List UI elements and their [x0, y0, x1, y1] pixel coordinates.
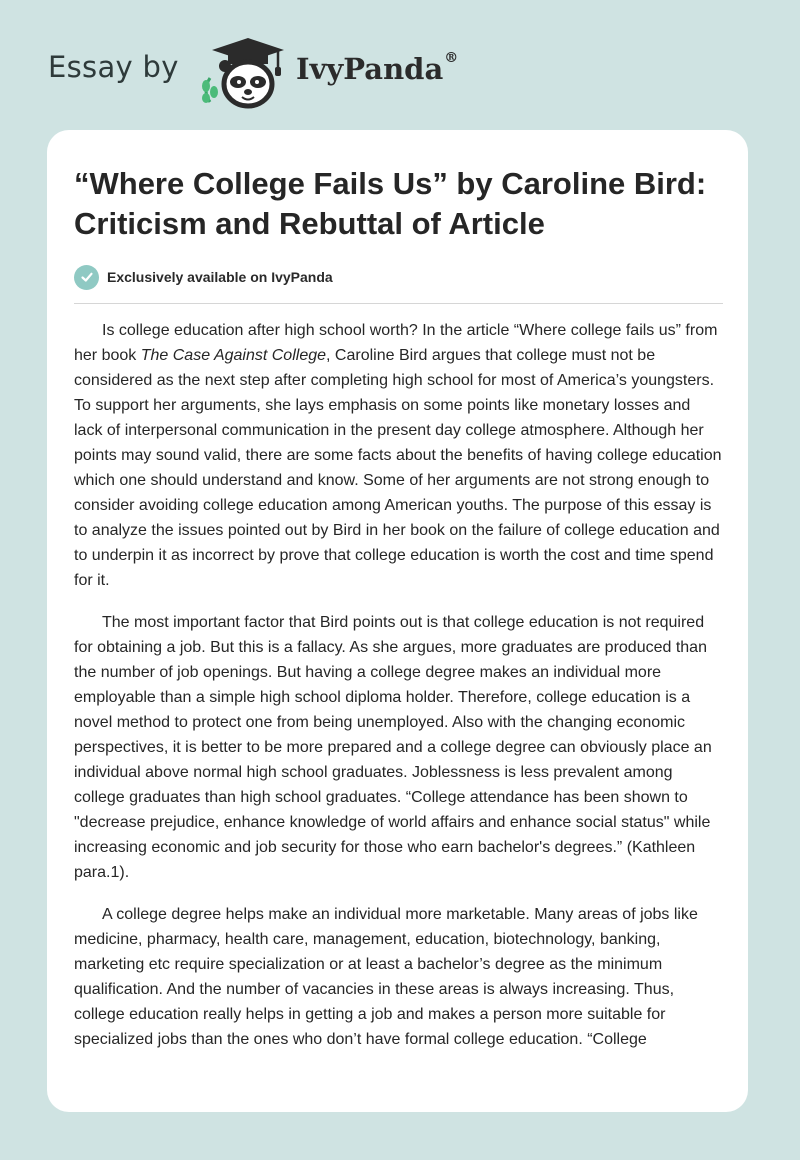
paragraph-1	[74, 318, 723, 593]
site-header	[0, 0, 800, 130]
exclusive-badge-label: Exclusively available on IvyPanda	[107, 269, 333, 285]
essay-title: “Where College Fails Us” by Caroline Bird: Criticism and Rebuttal of Article	[74, 166, 707, 241]
essay-by-label: Essay by	[48, 50, 179, 84]
book-title: The Case Against College	[140, 347, 327, 364]
brand-logo-text[interactable]	[296, 52, 458, 86]
essay-body	[74, 318, 723, 1069]
check-circle-icon	[74, 265, 99, 290]
essay-card	[47, 130, 748, 1112]
exclusive-badge	[74, 264, 333, 290]
registered-mark: ®	[444, 50, 459, 66]
divider	[74, 303, 723, 304]
paragraph-1-text-b: , Caroline Bird argues that college must not be considered as the next step after completing high school for most of America’s youngsters. To support her arguments, she lays emphasis on some points like monetary losses and lack of interpersonal communication in the present day college atmosphere. Although her points may sound valid, there are some facts about the benefits of having college education which one should understand and know. Some of her arguments are not strong enough to consider avoiding college education among American youths. The purpose of this essay is to analyze the issues pointed out by Bird in her book on the failure of college education and to underpin it as incorrect by prove that college education is worth the cost and time spend for it.	[74, 347, 722, 589]
brand-name: IvyPanda	[296, 52, 444, 86]
paragraph-1-text-a: Is college education after high school worth? In the article “Where college fails us” from her book	[74, 322, 718, 364]
panda-graduate-icon[interactable]	[198, 36, 290, 110]
paragraph-3: A college degree helps make an individual more marketable. Many areas of jobs like medicine, pharmacy, health care, management, education, biotechnology, banking, marketing etc require specialization or at least a bachelor’s degree as the minimum qualification. And the number of vacancies in these areas is always increasing. Thus, college education really helps in getting a job and makes a person more suitable for specialized jobs than the ones who don’t have formal college education. “College	[74, 906, 698, 1048]
paragraph-2: The most important factor that Bird points out is that college education is not required for obtaining a job. But this is a fallacy. As she argues, more graduates are produced than the number of job openings. But having a college degree makes an individual more employable than a simple high school diploma holder. Therefore, college education is a novel method to protect one from being unemployed. Also with the changing economic perspectives, it is better to be more prepared and a college degree can obviously place an individual above normal high school graduates. Joblessness is less prevalent among college graduates than high school graduates. “College attendance has been shown to "decrease prejudice, enhance knowledge of world affairs and enhance social status" while increasing economic and job security for those who earn bachelor's degrees.” (Kathleen para.1).	[74, 614, 712, 881]
